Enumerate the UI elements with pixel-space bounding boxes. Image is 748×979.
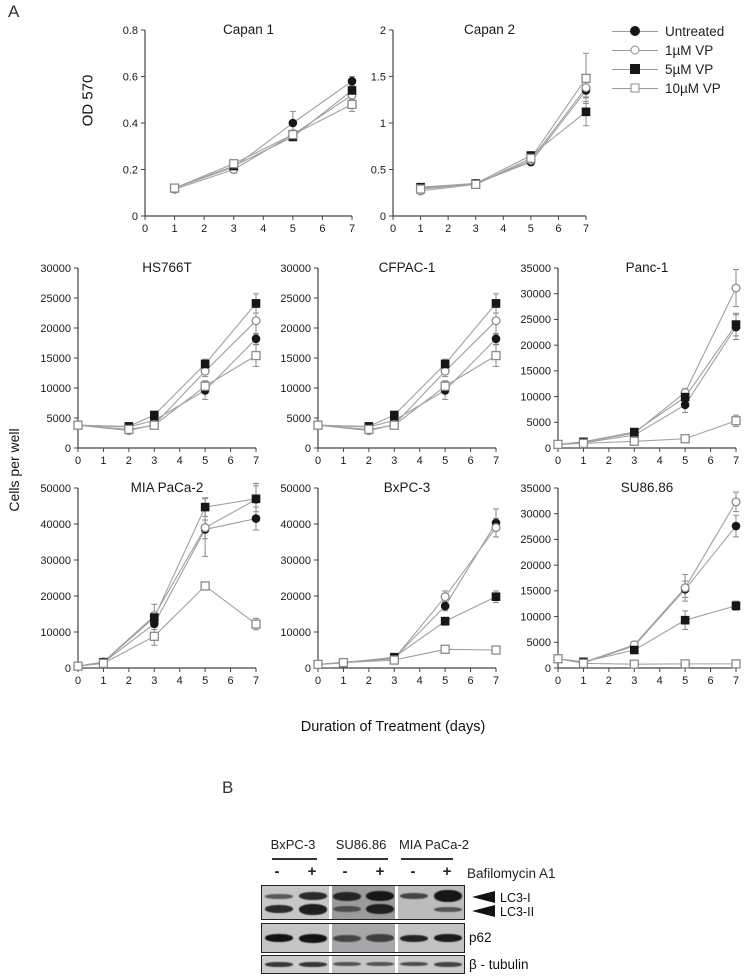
svg-text:0: 0 — [544, 662, 551, 675]
minus-sign: - — [274, 863, 280, 880]
svg-text:4: 4 — [416, 455, 423, 467]
svg-text:5: 5 — [202, 675, 209, 687]
svg-text:1: 1 — [580, 455, 587, 467]
svg-text:7: 7 — [252, 675, 260, 687]
untreated-marker-icon — [630, 26, 640, 36]
5um-vp-marker-icon — [630, 64, 640, 74]
svg-text:0: 0 — [304, 442, 311, 455]
svg-text:15000: 15000 — [40, 352, 71, 365]
minus-sign: - — [410, 863, 416, 880]
svg-text:20000: 20000 — [280, 590, 311, 603]
svg-text:0.8: 0.8 — [122, 24, 138, 37]
svg-text:2: 2 — [125, 675, 132, 687]
western-blot-p62 — [261, 923, 465, 953]
svg-text:1: 1 — [340, 455, 347, 467]
svg-text:4: 4 — [656, 455, 663, 467]
svg-text:10000: 10000 — [280, 382, 311, 395]
svg-text:6: 6 — [227, 675, 234, 687]
y-axis-label-cells-per-well: Cells per well — [6, 428, 22, 512]
protein-band — [400, 893, 428, 899]
svg-text:5: 5 — [289, 223, 296, 235]
svg-text:10000: 10000 — [280, 626, 311, 639]
protein-band — [434, 907, 462, 912]
svg-text:3: 3 — [151, 675, 158, 687]
svg-text:0: 0 — [64, 662, 71, 675]
svg-text:HS766T: HS766T — [142, 260, 192, 275]
svg-text:2: 2 — [379, 24, 386, 37]
svg-text:7: 7 — [492, 675, 500, 687]
protein-band — [299, 934, 327, 943]
legend-line — [612, 69, 658, 70]
plus-sign: + — [307, 863, 317, 880]
svg-text:1: 1 — [171, 223, 178, 235]
protein-band — [265, 894, 293, 899]
svg-text:1: 1 — [340, 675, 347, 687]
svg-text:5: 5 — [442, 675, 449, 687]
10um-vp-marker-icon — [631, 84, 640, 93]
svg-text:30000: 30000 — [40, 554, 71, 567]
panel-a-label: A — [8, 2, 20, 21]
svg-text:CFPAC-1: CFPAC-1 — [378, 260, 436, 275]
svg-text:20000: 20000 — [40, 590, 71, 603]
svg-text:2: 2 — [125, 455, 132, 467]
legend-label: 10µM VP — [665, 80, 721, 96]
svg-text:1.5: 1.5 — [370, 71, 386, 84]
svg-text:5: 5 — [442, 455, 449, 467]
protein-band — [299, 962, 327, 967]
svg-text:30000: 30000 — [520, 508, 551, 521]
svg-text:30000: 30000 — [280, 262, 311, 275]
protein-band — [333, 892, 361, 901]
plus-sign: + — [375, 863, 385, 880]
svg-text:3: 3 — [230, 223, 237, 235]
svg-text:0: 0 — [379, 210, 386, 223]
protein-band — [333, 935, 361, 942]
svg-text:0: 0 — [554, 455, 562, 467]
svg-text:7: 7 — [348, 223, 356, 235]
protein-band — [400, 962, 428, 966]
svg-text:4: 4 — [176, 455, 183, 467]
svg-text:6: 6 — [227, 455, 234, 467]
svg-text:3: 3 — [631, 675, 638, 687]
protein-band — [366, 934, 394, 942]
svg-text:3: 3 — [631, 455, 638, 467]
legend-item-10um-vp — [612, 81, 724, 95]
legend-line — [612, 50, 658, 51]
lc3-ii-label: LC3-II — [500, 905, 535, 919]
plus-sign: + — [442, 863, 452, 880]
legend-item-1um-vp — [612, 43, 724, 57]
svg-text:1: 1 — [100, 675, 107, 687]
chart-capan-2 — [346, 8, 596, 246]
svg-text:5000: 5000 — [526, 417, 551, 430]
panel-b-label: B — [222, 778, 234, 797]
svg-text:0.2: 0.2 — [122, 164, 138, 177]
svg-text:2: 2 — [365, 675, 372, 687]
protein-band — [333, 906, 361, 912]
svg-text:0.4: 0.4 — [122, 117, 138, 130]
western-blot-lc3 — [261, 885, 465, 920]
svg-text:6: 6 — [707, 675, 714, 687]
svg-text:7: 7 — [582, 223, 590, 235]
minus-sign: - — [342, 863, 348, 880]
svg-text:6: 6 — [319, 223, 326, 235]
western-blot-tubulin — [261, 955, 465, 974]
svg-text:20000: 20000 — [520, 559, 551, 572]
svg-text:2: 2 — [605, 675, 612, 687]
svg-text:25000: 25000 — [40, 292, 71, 305]
svg-text:5000: 5000 — [46, 412, 71, 425]
blot-header-underline — [401, 858, 453, 860]
svg-text:50000: 50000 — [280, 482, 311, 495]
protein-band — [333, 962, 361, 966]
svg-text:Capan 2: Capan 2 — [463, 22, 516, 37]
svg-text:0: 0 — [74, 455, 82, 467]
chart-mia-paca-2 — [31, 472, 265, 696]
blot-header-underline — [337, 858, 388, 860]
svg-text:Capan 1: Capan 1 — [222, 22, 275, 37]
legend — [612, 24, 724, 95]
protein-band — [434, 890, 462, 902]
svg-text:0: 0 — [64, 442, 71, 455]
legend-label: Untreated — [665, 23, 725, 39]
svg-text:35000: 35000 — [520, 482, 551, 495]
svg-text:40000: 40000 — [280, 518, 311, 531]
svg-text:3: 3 — [391, 455, 398, 467]
svg-text:5: 5 — [202, 455, 209, 467]
svg-text:0: 0 — [314, 675, 322, 687]
svg-text:3: 3 — [391, 675, 398, 687]
protein-band — [299, 904, 327, 915]
lc3-i-label: LC3-I — [500, 891, 531, 905]
legend-item-5um-vp — [612, 62, 724, 76]
svg-text:10000: 10000 — [40, 382, 71, 395]
1um-vp-marker-icon — [631, 46, 640, 55]
svg-text:4: 4 — [656, 675, 663, 687]
svg-text:2: 2 — [445, 223, 452, 235]
svg-text:4: 4 — [260, 223, 267, 235]
y-axis-label-od570: OD 570 — [79, 74, 97, 127]
svg-text:40000: 40000 — [40, 518, 71, 531]
protein-band — [400, 935, 428, 942]
beta-tubulin-label: β - tubulin — [469, 957, 529, 972]
svg-text:25000: 25000 — [520, 534, 551, 547]
svg-text:1: 1 — [417, 223, 424, 235]
svg-text:MIA PaCa-2: MIA PaCa-2 — [130, 480, 204, 495]
svg-text:30000: 30000 — [280, 554, 311, 567]
svg-text:20000: 20000 — [40, 322, 71, 335]
legend-item-untreated — [612, 24, 724, 38]
svg-text:2: 2 — [201, 223, 208, 235]
svg-text:0: 0 — [554, 675, 562, 687]
svg-text:3: 3 — [151, 455, 158, 467]
svg-text:0: 0 — [544, 442, 551, 455]
chart-cfpac-1 — [271, 252, 505, 476]
x-axis-label: Duration of Treatment (days) — [300, 719, 486, 735]
svg-text:5: 5 — [682, 455, 689, 467]
svg-text:30000: 30000 — [40, 262, 71, 275]
svg-text:15000: 15000 — [280, 352, 311, 365]
chart-su86-86 — [511, 472, 745, 696]
protein-band — [265, 934, 293, 942]
svg-text:2: 2 — [605, 455, 612, 467]
svg-text:BxPC-3: BxPC-3 — [383, 480, 431, 495]
svg-text:3: 3 — [472, 223, 479, 235]
blot-header-underline — [272, 858, 317, 860]
svg-text:7: 7 — [492, 455, 500, 467]
svg-text:30000: 30000 — [520, 288, 551, 301]
protein-band — [366, 962, 394, 966]
chart-capan-1 — [98, 8, 370, 246]
svg-text:1: 1 — [379, 117, 386, 130]
protein-band — [265, 962, 293, 967]
blot-header-miapaca2: MIA PaCa-2 — [398, 837, 470, 852]
svg-text:10000: 10000 — [40, 626, 71, 639]
protein-band — [265, 905, 293, 913]
svg-text:2: 2 — [365, 455, 372, 467]
svg-text:0: 0 — [314, 455, 322, 467]
svg-text:4: 4 — [416, 675, 423, 687]
svg-text:7: 7 — [732, 675, 740, 687]
svg-text:35000: 35000 — [520, 262, 551, 275]
protein-band — [434, 934, 462, 942]
svg-text:6: 6 — [467, 675, 474, 687]
legend-line — [612, 88, 658, 89]
svg-text:10000: 10000 — [520, 391, 551, 404]
bafilomycin-label: Bafilomycin A1 — [467, 866, 556, 881]
protein-band — [366, 904, 394, 914]
protein-band — [366, 891, 394, 901]
svg-text:15000: 15000 — [520, 365, 551, 378]
protein-band — [299, 892, 327, 900]
svg-text:5: 5 — [527, 223, 534, 235]
chart-panc-1 — [511, 252, 745, 476]
svg-text:6: 6 — [555, 223, 562, 235]
svg-text:1: 1 — [100, 455, 107, 467]
svg-text:0: 0 — [389, 223, 397, 235]
svg-text:Panc-1: Panc-1 — [625, 260, 669, 275]
svg-text:50000: 50000 — [40, 482, 71, 495]
svg-text:25000: 25000 — [520, 314, 551, 327]
legend-label: 1µM VP — [665, 42, 714, 58]
svg-text:7: 7 — [732, 455, 740, 467]
svg-text:0: 0 — [141, 223, 149, 235]
svg-text:0.6: 0.6 — [122, 71, 138, 84]
svg-text:6: 6 — [467, 455, 474, 467]
legend-label: 5µM VP — [665, 61, 714, 77]
chart-bxpc-3 — [271, 472, 505, 696]
svg-text:7: 7 — [252, 455, 260, 467]
svg-text:5000: 5000 — [526, 637, 551, 650]
blot-header-bxpc3: BxPC-3 — [270, 837, 316, 852]
svg-text:4: 4 — [176, 675, 183, 687]
svg-text:5: 5 — [682, 675, 689, 687]
blot-header-su8686: SU86.86 — [335, 837, 387, 852]
svg-text:20000: 20000 — [520, 339, 551, 352]
chart-hs766t — [31, 252, 265, 476]
svg-text:10000: 10000 — [520, 611, 551, 624]
p62-label: p62 — [469, 930, 492, 945]
svg-text:1: 1 — [580, 675, 587, 687]
svg-text:25000: 25000 — [280, 292, 311, 305]
legend-line — [612, 31, 658, 32]
svg-text:0: 0 — [74, 675, 82, 687]
svg-text:0: 0 — [131, 210, 138, 223]
svg-text:15000: 15000 — [520, 585, 551, 598]
svg-text:6: 6 — [707, 455, 714, 467]
svg-text:4: 4 — [500, 223, 507, 235]
lc3-i-arrowhead-icon — [472, 891, 495, 903]
svg-text:20000: 20000 — [280, 322, 311, 335]
svg-text:SU86.86: SU86.86 — [620, 480, 674, 495]
protein-band — [434, 962, 462, 967]
lc3-ii-arrowhead-icon — [472, 905, 495, 917]
svg-text:5000: 5000 — [286, 412, 311, 425]
svg-text:0.5: 0.5 — [370, 164, 386, 177]
svg-text:0: 0 — [304, 662, 311, 675]
